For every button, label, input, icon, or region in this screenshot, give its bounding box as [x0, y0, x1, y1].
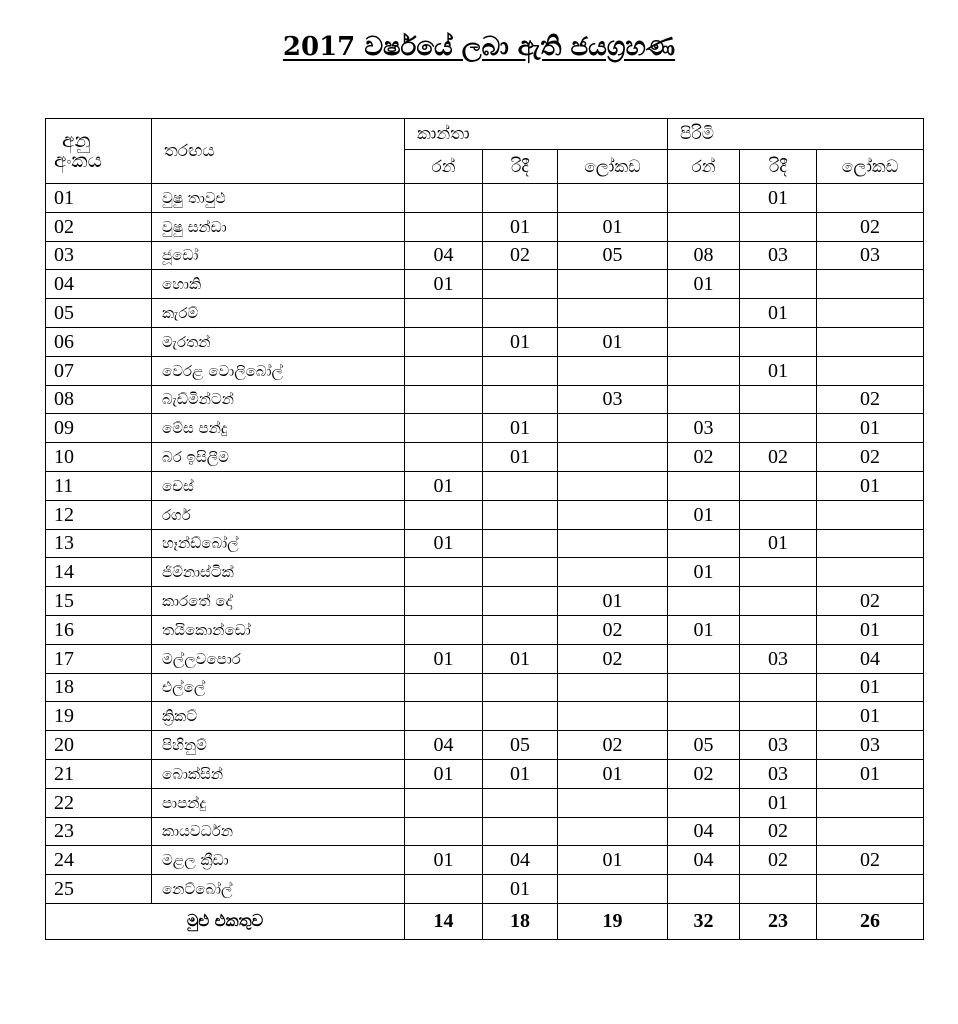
row-event: පිහිනුම්	[152, 731, 405, 760]
header-row-top	[46, 119, 924, 150]
row-event: කැරම්	[152, 299, 405, 328]
row-men-gold	[668, 471, 740, 500]
row-women-silver	[483, 299, 558, 328]
row-women-silver: 02	[483, 241, 558, 270]
row-men-gold	[668, 644, 740, 673]
row-men-bronze: 01	[817, 759, 924, 788]
table-row	[46, 299, 924, 328]
row-women-bronze	[558, 702, 668, 731]
row-women-bronze: 01	[558, 587, 668, 616]
row-event: බොක්සින්	[152, 759, 405, 788]
row-number: 16	[46, 615, 152, 644]
row-women-gold	[405, 817, 483, 846]
row-women-bronze	[558, 299, 668, 328]
row-men-bronze: 01	[817, 615, 924, 644]
table-row	[46, 558, 924, 587]
row-women-silver	[483, 184, 558, 213]
row-men-gold	[668, 356, 740, 385]
row-men-gold	[668, 702, 740, 731]
row-number: 05	[46, 299, 152, 328]
row-men-gold: 01	[668, 615, 740, 644]
header-number	[46, 119, 152, 184]
table-row	[46, 759, 924, 788]
row-men-silver: 01	[740, 184, 817, 213]
row-women-bronze	[558, 443, 668, 472]
row-women-gold: 04	[405, 241, 483, 270]
row-women-silver	[483, 356, 558, 385]
row-men-silver	[740, 875, 817, 904]
row-women-bronze: 01	[558, 759, 668, 788]
table-row	[46, 587, 924, 616]
total-men-bronze: 26	[817, 903, 924, 939]
row-event: කාරතේ දෝ	[152, 587, 405, 616]
table-row	[46, 673, 924, 702]
row-women-gold: 01	[405, 846, 483, 875]
row-men-silver	[740, 500, 817, 529]
table-row	[46, 270, 924, 299]
row-women-gold	[405, 587, 483, 616]
row-number: 10	[46, 443, 152, 472]
row-men-silver	[740, 587, 817, 616]
row-women-silver	[483, 673, 558, 702]
row-men-gold: 04	[668, 846, 740, 875]
row-women-gold: 01	[405, 529, 483, 558]
header-women-gold: රන්	[405, 150, 483, 184]
row-women-gold: 04	[405, 731, 483, 760]
table-row	[46, 212, 924, 241]
row-men-bronze	[817, 817, 924, 846]
row-number: 15	[46, 587, 152, 616]
row-number: 19	[46, 702, 152, 731]
row-women-bronze	[558, 788, 668, 817]
table-row	[46, 702, 924, 731]
medals-table	[45, 118, 924, 940]
row-event: මේස පන්දු	[152, 414, 405, 443]
row-men-gold	[668, 587, 740, 616]
row-men-silver: 03	[740, 759, 817, 788]
row-women-gold	[405, 615, 483, 644]
row-men-bronze: 02	[817, 587, 924, 616]
row-women-silver	[483, 471, 558, 500]
row-women-bronze	[558, 471, 668, 500]
header-men-gold: රන්	[668, 150, 740, 184]
row-women-bronze	[558, 817, 668, 846]
table-row	[46, 875, 924, 904]
row-men-gold	[668, 875, 740, 904]
row-number: 09	[46, 414, 152, 443]
row-men-bronze: 01	[817, 673, 924, 702]
row-women-gold: 01	[405, 471, 483, 500]
table-row	[46, 529, 924, 558]
row-men-gold: 01	[668, 558, 740, 587]
row-men-silver	[740, 385, 817, 414]
total-men-silver: 23	[740, 903, 817, 939]
table-row	[46, 443, 924, 472]
row-event: වුෂු තාවුළු	[152, 184, 405, 213]
header-men: පිරිමි	[668, 119, 924, 150]
row-men-bronze	[817, 500, 924, 529]
row-women-silver: 04	[483, 846, 558, 875]
row-men-silver: 01	[740, 529, 817, 558]
row-women-bronze: 03	[558, 385, 668, 414]
row-women-bronze	[558, 673, 668, 702]
row-men-silver: 01	[740, 788, 817, 817]
row-men-silver: 01	[740, 356, 817, 385]
row-number: 18	[46, 673, 152, 702]
row-event: චෙස්	[152, 471, 405, 500]
row-event: වෙරළ වොලිබෝල්	[152, 356, 405, 385]
row-women-bronze	[558, 529, 668, 558]
row-event: පාපන්දු	[152, 788, 405, 817]
row-women-bronze	[558, 875, 668, 904]
row-women-silver	[483, 788, 558, 817]
table-row	[46, 731, 924, 760]
row-event: හොකි	[152, 270, 405, 299]
row-men-silver: 03	[740, 731, 817, 760]
row-men-bronze: 04	[817, 644, 924, 673]
row-men-bronze: 01	[817, 702, 924, 731]
row-number: 14	[46, 558, 152, 587]
row-men-gold	[668, 673, 740, 702]
row-event: මල්ලවපොර	[152, 644, 405, 673]
header-women-silver: රිදී	[483, 150, 558, 184]
row-women-silver: 01	[483, 759, 558, 788]
table-row	[46, 615, 924, 644]
row-number: 20	[46, 731, 152, 760]
row-event: නෙට්බෝල්	[152, 875, 405, 904]
row-men-bronze	[817, 529, 924, 558]
row-men-gold	[668, 327, 740, 356]
row-men-bronze: 02	[817, 443, 924, 472]
row-men-bronze: 01	[817, 414, 924, 443]
row-number: 23	[46, 817, 152, 846]
row-women-gold	[405, 788, 483, 817]
row-men-silver	[740, 673, 817, 702]
row-men-silver: 03	[740, 241, 817, 270]
row-women-gold	[405, 500, 483, 529]
row-women-gold	[405, 558, 483, 587]
table-row	[46, 846, 924, 875]
row-women-silver: 01	[483, 443, 558, 472]
row-men-bronze	[817, 356, 924, 385]
row-women-silver	[483, 500, 558, 529]
table-row	[46, 414, 924, 443]
row-event: මැරතන්	[152, 327, 405, 356]
row-number: 25	[46, 875, 152, 904]
row-men-silver	[740, 702, 817, 731]
row-men-bronze	[817, 558, 924, 587]
row-men-silver	[740, 471, 817, 500]
row-women-silver	[483, 385, 558, 414]
total-women-bronze: 19	[558, 903, 668, 939]
row-men-gold	[668, 299, 740, 328]
row-number: 08	[46, 385, 152, 414]
page-title-text: 2017 වර්ෂයේ ලබා ඇති ජයග්‍රහණ	[282, 32, 676, 62]
row-women-gold	[405, 327, 483, 356]
header-women: කාන්තා	[405, 119, 668, 150]
page-title	[0, 32, 958, 63]
row-women-silver	[483, 615, 558, 644]
row-women-bronze: 02	[558, 644, 668, 673]
row-event: ජිම්නාස්ටික්	[152, 558, 405, 587]
row-women-gold: 01	[405, 759, 483, 788]
row-men-bronze: 03	[817, 731, 924, 760]
row-men-bronze: 01	[817, 471, 924, 500]
row-women-silver: 01	[483, 644, 558, 673]
row-event: බැඩ්මින්ටන්	[152, 385, 405, 414]
row-women-gold: 01	[405, 270, 483, 299]
table-row	[46, 241, 924, 270]
row-number: 04	[46, 270, 152, 299]
row-men-gold	[668, 385, 740, 414]
row-men-gold	[668, 212, 740, 241]
row-men-bronze	[817, 788, 924, 817]
row-men-silver	[740, 270, 817, 299]
row-number: 07	[46, 356, 152, 385]
row-men-gold: 05	[668, 731, 740, 760]
row-men-gold: 08	[668, 241, 740, 270]
row-women-silver: 01	[483, 414, 558, 443]
row-men-gold	[668, 788, 740, 817]
row-women-gold	[405, 414, 483, 443]
table-row	[46, 385, 924, 414]
row-number: 12	[46, 500, 152, 529]
header-number-line2: අංකය	[54, 150, 103, 172]
row-number: 11	[46, 471, 152, 500]
row-number: 21	[46, 759, 152, 788]
row-event: වුෂු සන්ඩා	[152, 212, 405, 241]
total-women-gold: 14	[405, 903, 483, 939]
row-men-gold: 04	[668, 817, 740, 846]
header-event: තරඟය	[152, 119, 405, 184]
row-women-gold	[405, 356, 483, 385]
header-men-silver: රිදී	[740, 150, 817, 184]
row-men-bronze	[817, 327, 924, 356]
table-row	[46, 788, 924, 817]
row-women-gold	[405, 385, 483, 414]
row-men-silver: 02	[740, 443, 817, 472]
row-women-silver	[483, 529, 558, 558]
row-women-bronze	[558, 414, 668, 443]
row-men-bronze: 02	[817, 385, 924, 414]
row-men-silver: 03	[740, 644, 817, 673]
row-women-silver	[483, 558, 558, 587]
row-event: මළල ක්‍රීඩා	[152, 846, 405, 875]
table-row	[46, 817, 924, 846]
row-men-gold: 01	[668, 500, 740, 529]
row-men-silver	[740, 212, 817, 241]
row-men-gold	[668, 184, 740, 213]
row-number: 17	[46, 644, 152, 673]
row-women-bronze: 01	[558, 327, 668, 356]
row-women-gold	[405, 875, 483, 904]
row-men-silver	[740, 615, 817, 644]
row-women-bronze	[558, 270, 668, 299]
row-men-bronze	[817, 270, 924, 299]
row-men-silver	[740, 414, 817, 443]
row-women-bronze: 02	[558, 731, 668, 760]
row-event: හෑන්ඩ්බෝල්	[152, 529, 405, 558]
row-event: ක්‍රිකට්	[152, 702, 405, 731]
row-women-bronze: 05	[558, 241, 668, 270]
row-men-gold: 03	[668, 414, 740, 443]
row-number: 22	[46, 788, 152, 817]
row-women-gold	[405, 184, 483, 213]
row-event: එල්ලේ	[152, 673, 405, 702]
row-number: 02	[46, 212, 152, 241]
row-women-bronze: 02	[558, 615, 668, 644]
row-women-gold	[405, 299, 483, 328]
row-number: 13	[46, 529, 152, 558]
row-event: කායවර්ධන	[152, 817, 405, 846]
row-men-gold: 02	[668, 443, 740, 472]
table-row	[46, 184, 924, 213]
table-body	[46, 184, 924, 904]
row-women-bronze: 01	[558, 212, 668, 241]
row-number: 01	[46, 184, 152, 213]
header-women-bronze: ලෝකඩ	[558, 150, 668, 184]
row-men-bronze: 03	[817, 241, 924, 270]
row-women-gold	[405, 673, 483, 702]
row-men-bronze: 02	[817, 846, 924, 875]
row-women-gold	[405, 212, 483, 241]
row-women-bronze: 01	[558, 846, 668, 875]
row-men-silver	[740, 558, 817, 587]
row-number: 03	[46, 241, 152, 270]
header-number-line1: අනු	[62, 130, 91, 152]
table-row	[46, 644, 924, 673]
row-men-bronze	[817, 299, 924, 328]
row-event: රගර්	[152, 500, 405, 529]
row-number: 24	[46, 846, 152, 875]
row-women-silver	[483, 817, 558, 846]
row-women-bronze	[558, 558, 668, 587]
total-men-gold: 32	[668, 903, 740, 939]
row-event: බර ඉසිලීම	[152, 443, 405, 472]
row-event: ජූඩෝ	[152, 241, 405, 270]
row-men-gold: 02	[668, 759, 740, 788]
row-women-silver: 01	[483, 327, 558, 356]
row-men-bronze	[817, 184, 924, 213]
row-men-gold: 01	[668, 270, 740, 299]
row-women-gold	[405, 443, 483, 472]
table-row	[46, 471, 924, 500]
totals-row	[46, 903, 924, 939]
row-men-gold	[668, 529, 740, 558]
row-men-silver: 02	[740, 817, 817, 846]
row-men-silver: 02	[740, 846, 817, 875]
table-row	[46, 356, 924, 385]
row-women-silver	[483, 587, 558, 616]
row-men-bronze	[817, 875, 924, 904]
row-women-gold: 01	[405, 644, 483, 673]
row-number: 06	[46, 327, 152, 356]
row-women-silver: 01	[483, 212, 558, 241]
row-women-gold	[405, 702, 483, 731]
row-women-silver	[483, 270, 558, 299]
row-women-silver: 05	[483, 731, 558, 760]
row-men-bronze: 02	[817, 212, 924, 241]
row-event: තයිකොන්ඩෝ	[152, 615, 405, 644]
row-men-silver	[740, 327, 817, 356]
table-row	[46, 500, 924, 529]
row-women-bronze	[558, 500, 668, 529]
table-row	[46, 327, 924, 356]
header-men-bronze: ලෝකඩ	[817, 150, 924, 184]
totals-label: මුළු එකතුව	[46, 903, 405, 939]
row-women-bronze	[558, 184, 668, 213]
row-women-bronze	[558, 356, 668, 385]
row-women-silver: 01	[483, 875, 558, 904]
row-men-silver: 01	[740, 299, 817, 328]
row-women-silver	[483, 702, 558, 731]
total-women-silver: 18	[483, 903, 558, 939]
